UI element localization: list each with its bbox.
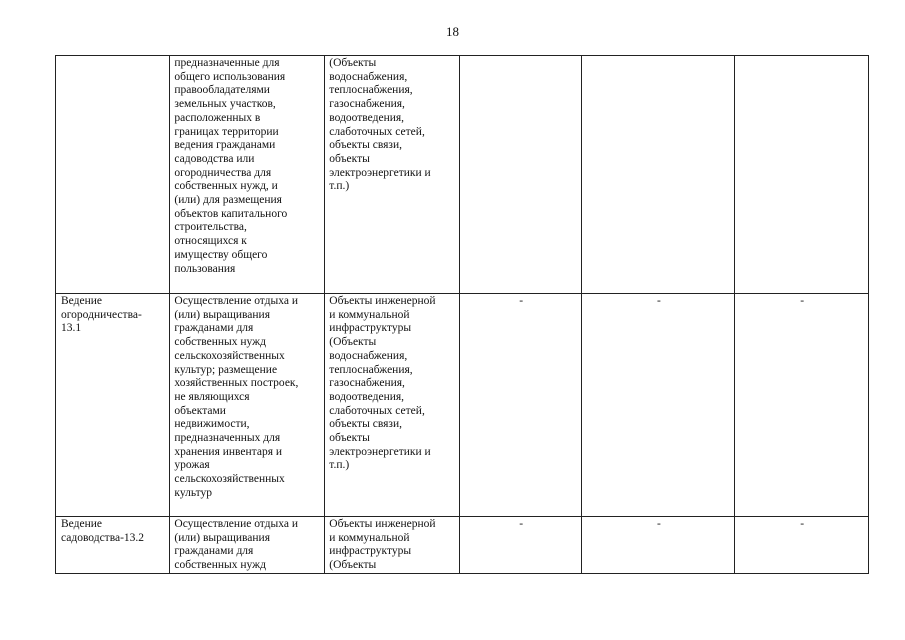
use-type-description-cell-line: имуществу общего — [174, 248, 268, 261]
use-type-description-cell-line: садоводства или — [174, 152, 255, 165]
auxiliary-use-cell-line: (Объекты — [329, 336, 377, 349]
use-type-name-cell — [56, 294, 170, 517]
land-use-table — [55, 55, 869, 574]
use-type-description-cell-line: Осуществление отдыха и — [174, 295, 298, 307]
auxiliary-use-cell-line: электроэнергетики и — [329, 445, 431, 458]
auxiliary-use-cell-line: объекты связи, — [329, 418, 402, 431]
auxiliary-use-cell-line: т.п.) — [329, 180, 350, 193]
auxiliary-use-cell-line: объекты — [329, 152, 370, 165]
auxiliary-use-cell-line: (Объекты — [329, 57, 377, 69]
auxiliary-use-cell-line: объекты связи, — [329, 139, 402, 152]
auxiliary-use-cell-line: водоотведения, — [329, 111, 405, 124]
use-type-description-cell — [170, 294, 325, 517]
use-type-description-cell-line: общего использования — [174, 70, 286, 83]
use-type-description-cell — [170, 56, 325, 294]
use-type-description-cell-line: (или) выращивания — [174, 308, 270, 321]
auxiliary-use-cell-line: и коммунальной — [329, 531, 410, 544]
auxiliary-use-cell — [325, 56, 460, 294]
use-type-description-cell-line: (или) выращивания — [174, 531, 270, 544]
use-type-description-cell-line: недвижимости, — [174, 418, 250, 431]
auxiliary-use-cell-line: (Объекты — [329, 559, 377, 572]
param-cell-1 — [459, 56, 582, 294]
auxiliary-use-cell-line: Объекты инженерной — [329, 295, 436, 307]
auxiliary-use-cell-line: водоснабжения, — [329, 70, 408, 83]
use-type-description-cell-line: культур; размещение — [174, 363, 278, 376]
use-type-name-cell — [56, 517, 170, 574]
auxiliary-use-cell-line: слаботочных сетей, — [329, 125, 425, 138]
use-type-description-cell-line: сельскохозяйственных — [174, 473, 285, 486]
use-type-description-cell-line: строительства, — [174, 221, 247, 234]
auxiliary-use-cell-line: инфраструктуры — [329, 545, 412, 558]
use-type-description-cell-line: гражданами для — [174, 545, 254, 558]
use-type-name-cell — [56, 56, 170, 294]
use-type-name-cell-line: огородничества- — [61, 308, 142, 321]
auxiliary-use-cell-line: водоснабжения, — [329, 349, 408, 362]
auxiliary-use-cell-line: и коммунальной — [329, 308, 410, 321]
param-cell-3 — [735, 56, 869, 294]
use-type-description-cell-line: относящихся к — [174, 235, 247, 248]
auxiliary-use-cell-line: т.п.) — [329, 459, 350, 472]
param-cell-1: - — [459, 294, 582, 517]
use-type-description-cell-line: (или) для размещения — [174, 194, 282, 207]
use-type-description-cell-line: собственных нужд — [174, 336, 266, 349]
auxiliary-use-cell-line: теплоснабжения, — [329, 84, 413, 97]
use-type-name-cell-line: Ведение — [61, 295, 102, 307]
auxiliary-use-cell-line: теплоснабжения, — [329, 363, 413, 376]
use-type-description-cell-line: предназначенных для — [174, 432, 281, 445]
use-type-description-cell-line: пользования — [174, 262, 236, 275]
use-type-description-cell-line: объектов капитального — [174, 207, 288, 220]
use-type-description-cell-line: границах территории — [174, 125, 279, 138]
use-type-description-cell-line: собственных нужд, и — [174, 180, 278, 193]
use-type-description-cell-line: земельных участков, — [174, 98, 276, 111]
param-cell-2 — [582, 56, 735, 294]
auxiliary-use-cell-line: объекты — [329, 432, 370, 445]
auxiliary-use-cell-line: газоснабжения, — [329, 377, 405, 390]
table-body — [56, 56, 869, 574]
use-type-description-cell-line: хозяйственных построек, — [174, 377, 299, 390]
use-type-description-cell-line: объектами — [174, 404, 226, 417]
auxiliary-use-cell-line: слаботочных сетей, — [329, 404, 425, 417]
auxiliary-use-cell-line: газоснабжения, — [329, 98, 405, 111]
use-type-description-cell-line: расположенных в — [174, 111, 261, 124]
table-row — [56, 294, 869, 517]
use-type-description-cell-line: сельскохозяйственных — [174, 349, 285, 362]
use-type-description-cell-line: огородничества для — [174, 166, 272, 179]
page-number: 18 — [446, 24, 459, 39]
auxiliary-use-cell-line: Объекты инженерной — [329, 518, 436, 530]
use-type-description-cell-line: хранения инвентаря и — [174, 445, 283, 458]
use-type-description-cell-line: гражданами для — [174, 322, 254, 335]
use-type-description-cell-line: Осуществление отдыха и — [174, 518, 298, 530]
use-type-name-cell-line: садоводства-13.2 — [61, 531, 145, 544]
param-cell-3: - — [735, 517, 869, 574]
param-cell-2: - — [582, 517, 735, 574]
table-row — [56, 517, 869, 574]
auxiliary-use-cell-line: инфраструктуры — [329, 322, 412, 335]
auxiliary-use-cell — [325, 294, 460, 517]
use-type-description-cell-line: правообладателями — [174, 84, 270, 97]
use-type-description-cell-line: ведения гражданами — [174, 139, 276, 152]
use-type-description-cell-line: не являющихся — [174, 390, 250, 403]
use-type-name-cell-line: Ведение — [61, 518, 102, 530]
use-type-description-cell-line: предназначенные для — [174, 57, 280, 69]
auxiliary-use-cell — [325, 517, 460, 574]
param-cell-3: - — [735, 294, 869, 517]
use-type-name-cell-line: 13.1 — [61, 322, 82, 335]
use-type-description-cell-line: урожая — [174, 459, 210, 472]
use-type-description-cell — [170, 517, 325, 574]
auxiliary-use-cell-line: водоотведения, — [329, 390, 405, 403]
use-type-description-cell-line: культур — [174, 486, 212, 499]
table-row — [56, 56, 869, 294]
auxiliary-use-cell-line: электроэнергетики и — [329, 166, 431, 179]
param-cell-2: - — [582, 294, 735, 517]
use-type-description-cell-line: собственных нужд — [174, 559, 266, 572]
param-cell-1: - — [459, 517, 582, 574]
